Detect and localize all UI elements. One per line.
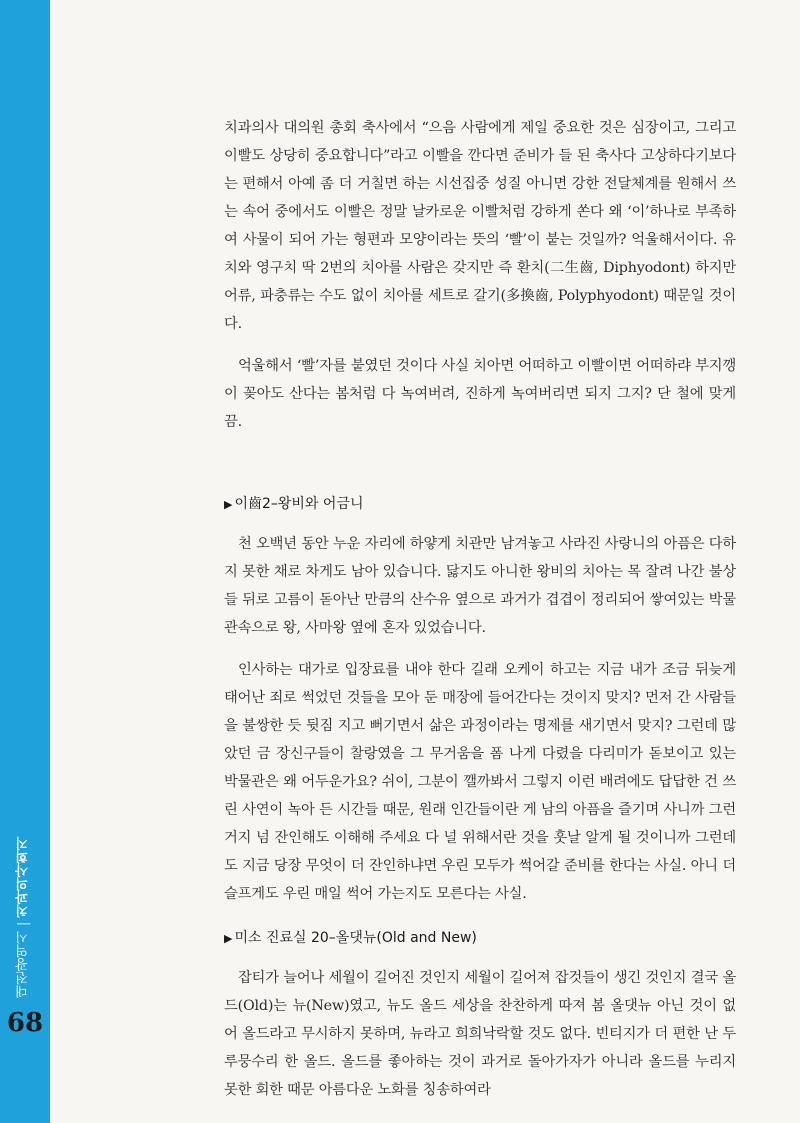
section-heading-1 bbox=[224, 494, 736, 515]
page-number: 68 bbox=[6, 1008, 44, 1038]
article-body bbox=[224, 114, 736, 1104]
paragraph-4: 인사하는 대가로 입장료를 내야 한다 길래 오케이 하고는 지금 내가 조금 뒤늦게 태어난 죄로 썩었던 것들을 모아 둔 매장에 들어간다는 것이지 맞지? 먼저 간 사람들을 불쌍한 듯 뒷짐 지고 뻐기면서 삶은 과정이라는 명제를 새기면서 맞지? 그런데 많았던 금 장신구들이 찰랑였을 그 무거움을 폼 나게 다렸을 다리미가 돋보이고 있는 박물관은 왜 어두운가요? 쉬이, 그분이 깰까봐서 그렇지 이런 배려에도 답답한 건 쓰린 사연이 녹아 든 시간들 때문, 원래 인간들이란 게 남의 아픔을 즐기며 사니까 그런 거지 넘 잔인해도 이해해 주세요 다 널 위해서란 것을 훗날 알게 될 것이니까 그런데도 지금 당장 무엇이 더 잔인하냐면 우린 모두가 썩어갈 준비를 한다는 사실. 아니 더 슬프게도 우린 매일 썩어 가는지도 모른다는 사실. bbox=[224, 662, 736, 902]
triangle-bullet-icon: ▶ bbox=[224, 498, 233, 511]
paragraph-2: 억울해서 ‘빨’자를 붙였던 것이다 사실 치아면 어떠하고 이빨이면 어떠하랴 부지깽이 꽂아도 산다는 봄처럼 다 녹여버려, 진하게 녹여버리면 되지 그지? 단 철에 맞게끔. bbox=[224, 358, 736, 430]
section-heading-1-text: 이齒2–왕비와 어금니 bbox=[234, 496, 364, 512]
paragraph-5: 잡티가 늘어나 세월이 길어진 것인지 세월이 길어져 잡것들이 생긴 것인지 결국 올드(Old)는 뉴(New)였고, 뉴도 올드 세상을 찬찬하게 따져 봄 올댓뉴 아닌 것이 없어 올드라고 무시하지 못하며, 뉴라고 희희낙락할 것도 없다. 빈티지가 더 편한 난 두루뭉수리 한 올드. 올드를 좋아하는 것이 과거로 돌아가자가 아니라 올드를 누리지 못한 회한 때문 아름다운 노화를 칭송하여라 bbox=[224, 970, 736, 1098]
paragraph-3: 천 오백년 동안 누운 자리에 하얗게 치관만 남겨놓고 사라진 사랑니의 아픔은 다하지 못한 채로 차게도 남아 있습니다. 닳지도 아니한 왕비의 치아는 목 잘려 나간 불상들 뒤로 고름이 돋아난 만큼의 산수유 옆으로 과거가 겹겹이 정리되어 쌓여있는 박물관속으로 왕, 사마왕 옆에 혼자 있었습니다. bbox=[224, 536, 736, 636]
triangle-bullet-icon: ▶ bbox=[224, 932, 233, 945]
side-label-separator: | bbox=[16, 921, 31, 927]
section-heading-2 bbox=[224, 928, 736, 949]
side-label-magazine: 치과의사회지 bbox=[16, 836, 31, 918]
magazine-side-label bbox=[14, 836, 38, 998]
paragraph-1: 치과의사 대의원 총회 축사에서 “으음 사람에게 제일 중요한 것은 심장이고, 그리고 이빨도 상당히 중요합니다”라고 이빨을 깐다면 준비가 들 된 축사다 고상하다기보다는 편해서 아예 좀 더 거칠면 하는 시선집중 성질 아니면 강한 전달체계를 원해서 쓰는 속어 중에서도 이빨은 정말 날카로운 이빨처럼 강하게 쏜다 왜 ‘이’하나로 부족하여 사물이 되어 가는 형편과 모양이라는 뜻의 ‘빨’이 붙는 것일까? 억울해서이다. 유치와 영구치 딱 2번의 치아를 사람은 갖지만 즉 환치(二生齒, Diphyodont) 하지만 어류, 파충류는 수도 없이 치아를 세트로 갈기(多換齒, Polyphyodont) 때문일 것이다. bbox=[224, 120, 736, 332]
section-heading-2-text: 미소 진료실 20–올댓뉴(Old and New) bbox=[234, 930, 477, 946]
side-label-region: 대전광역시 bbox=[16, 930, 31, 998]
